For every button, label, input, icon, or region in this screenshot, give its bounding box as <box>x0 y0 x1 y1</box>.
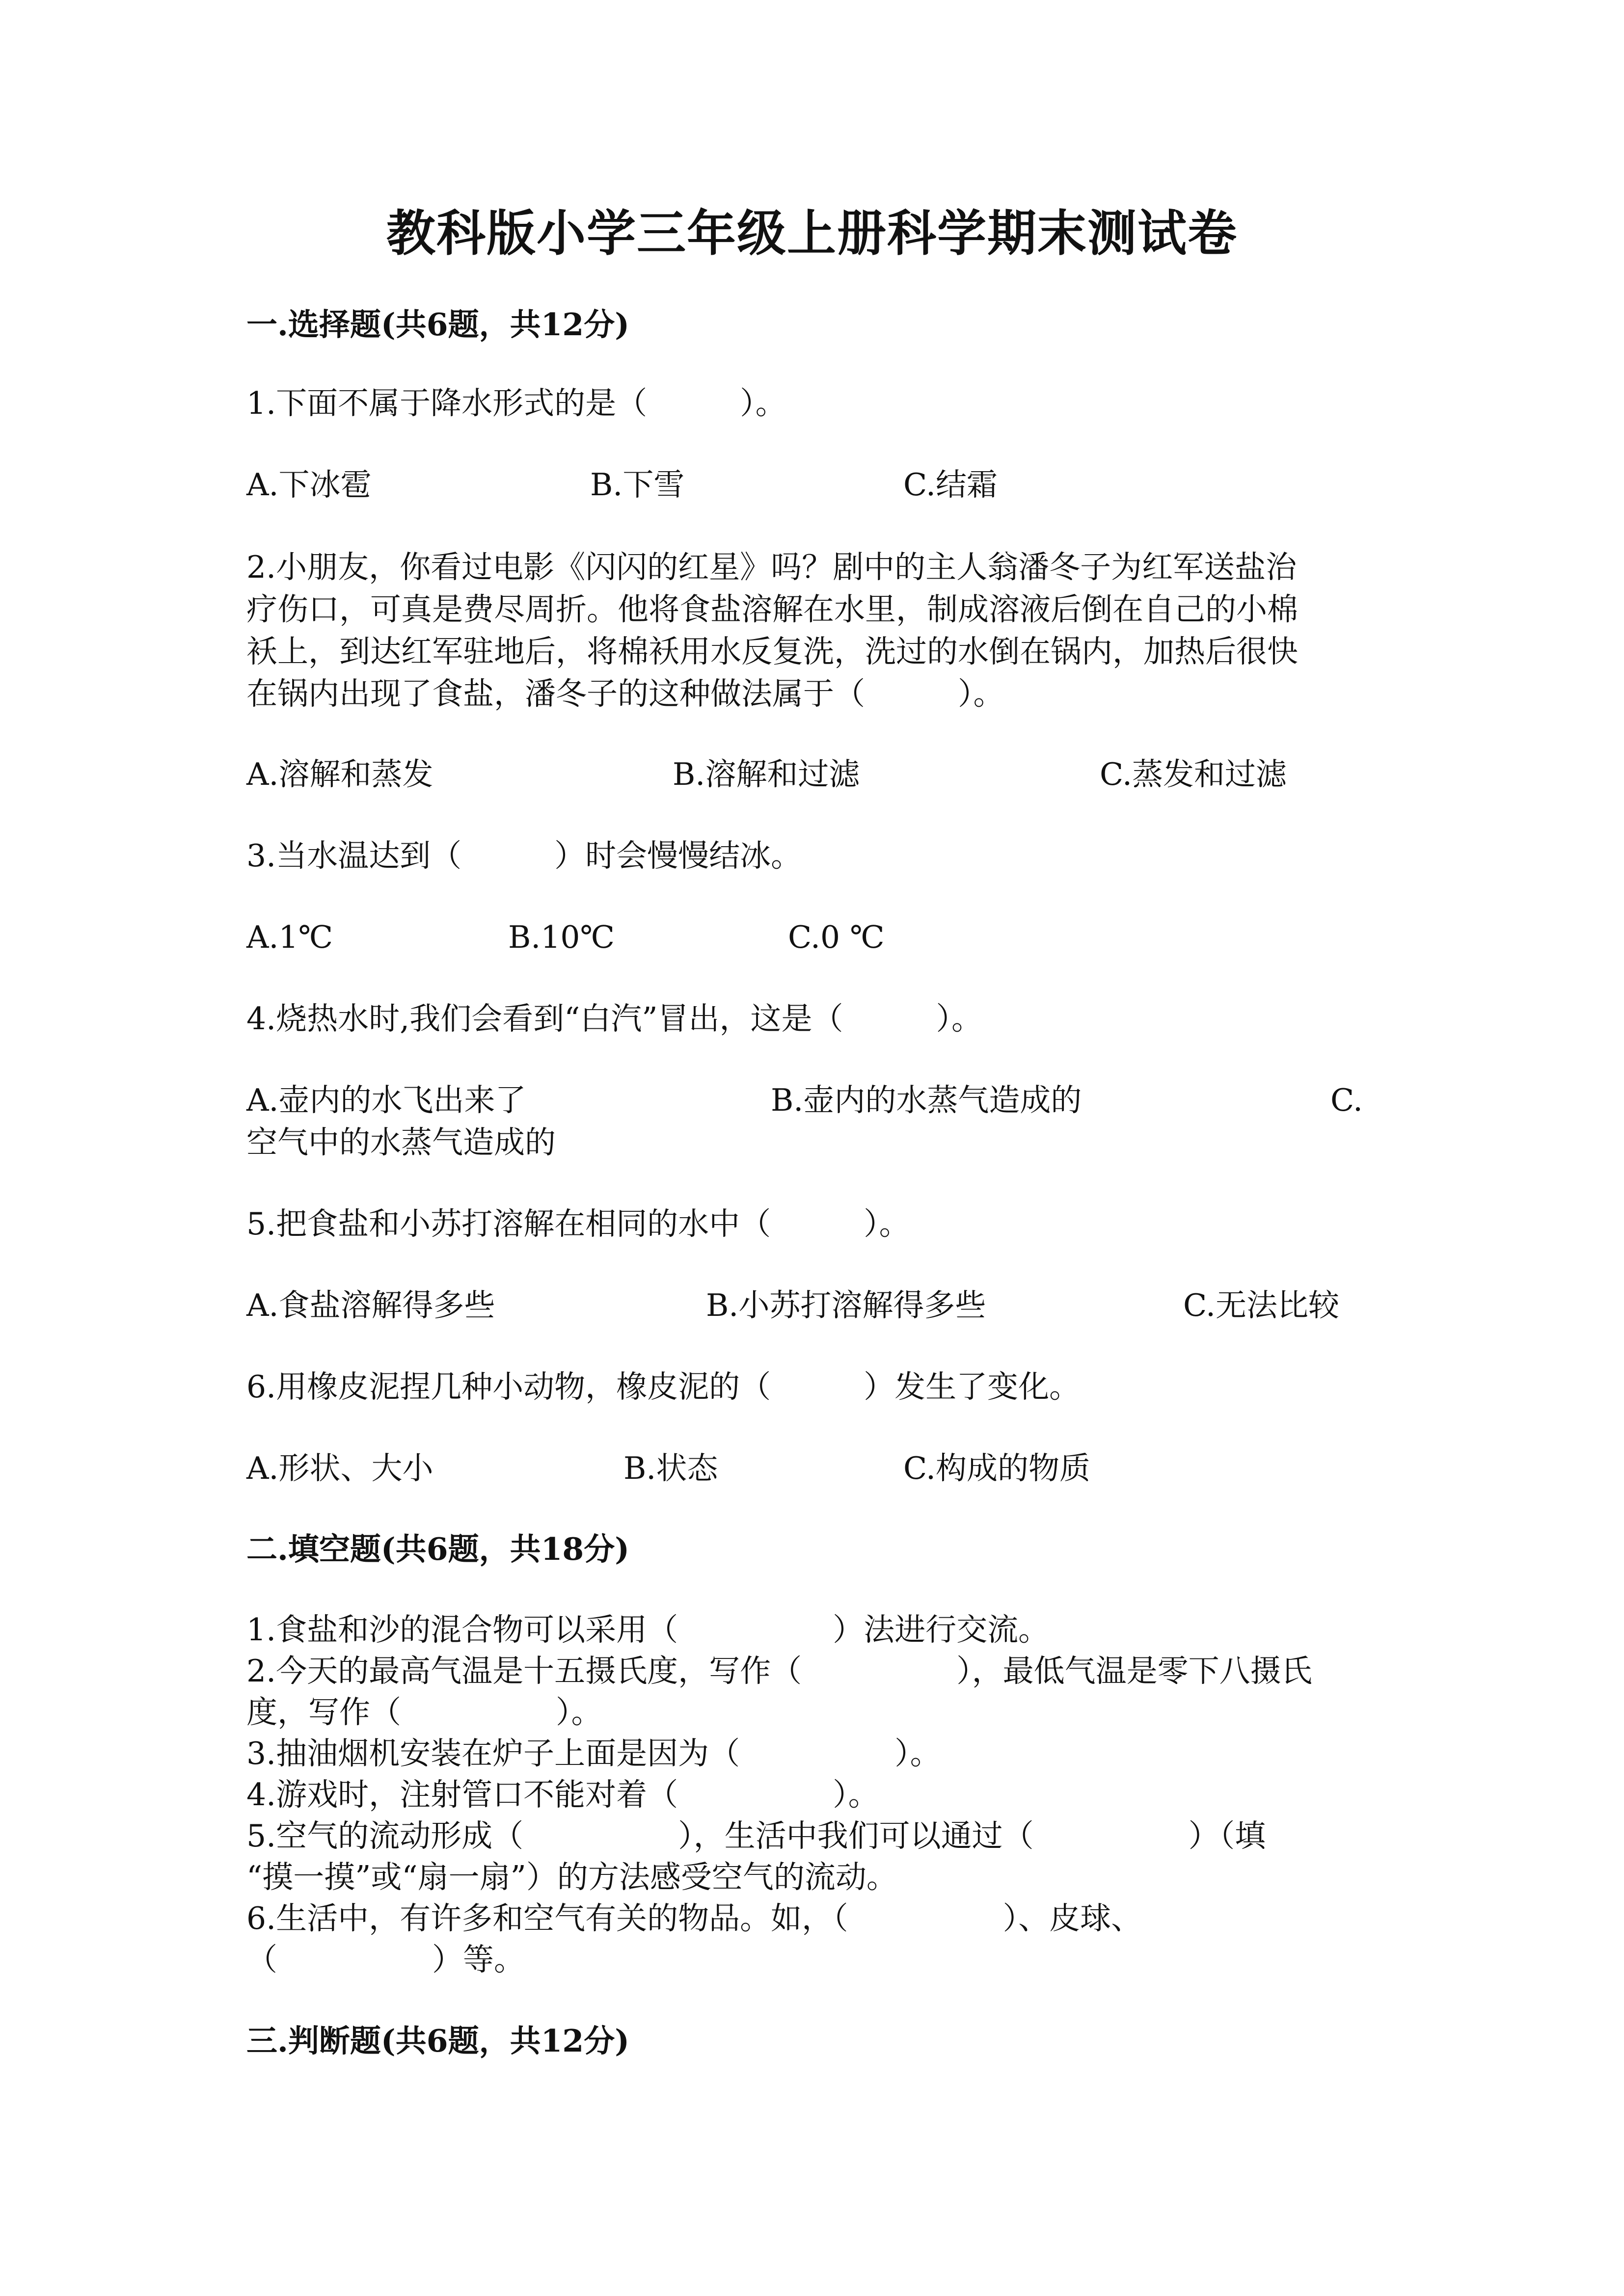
choice-q2-option-c: C.蒸发和过滤 <box>1100 756 1287 792</box>
choice-q4-stem: 4.烧热水时,我们会看到“白汽”冒出，这是（ ）。 <box>246 1001 983 1037</box>
choice-q5-option-c: C.无法比较 <box>1183 1287 1339 1323</box>
choice-q4-option-c: C. <box>1330 1082 1363 1118</box>
fill-q6-line2: （ ）等。 <box>246 1942 525 1977</box>
section-heading-judge: 三.判断题(共6题，共12分) <box>246 2023 630 2059</box>
exam-title: 教科版小学三年级上册科学期末测试卷 <box>386 204 1238 262</box>
fill-q3: 3.抽油烟机安装在炉子上面是因为（ ）。 <box>246 1735 941 1771</box>
choice-q2-option-b: B.溶解和过滤 <box>673 756 860 792</box>
choice-q2-option-a: A.溶解和蒸发 <box>246 756 433 792</box>
choice-q6-option-b: B.状态 <box>623 1450 718 1486</box>
choice-q4-option-a: A.壶内的水飞出来了 <box>246 1082 526 1118</box>
choice-q3-option-b: B.10℃ <box>508 919 615 955</box>
choice-q1-stem: 1.下面不属于降水形式的是（ ）。 <box>246 385 786 421</box>
fill-q2-line2: 度，写作（ ）。 <box>246 1694 602 1730</box>
choice-q5-option-b: B.小苏打溶解得多些 <box>706 1287 986 1323</box>
fill-q5-line2: “摸一摸”或“扇一扇”）的方法感受空气的流动。 <box>246 1859 897 1895</box>
choice-q6-stem: 6.用橡皮泥捏几种小动物，橡皮泥的（ ）发生了变化。 <box>246 1369 1081 1405</box>
choice-q5-stem: 5.把食盐和小苏打溶解在相同的水中（ ）。 <box>246 1206 910 1242</box>
fill-q5-line1: 5.空气的流动形成（ ），生活中我们可以通过（ ）（填 <box>246 1818 1266 1854</box>
choice-q5-option-a: A.食盐溶解得多些 <box>246 1287 495 1323</box>
choice-q4-option-b: B.壶内的水蒸气造成的 <box>771 1082 1082 1118</box>
choice-q1-option-b: B.下雪 <box>590 467 685 503</box>
choice-q6-option-c: C.构成的物质 <box>903 1450 1090 1486</box>
choice-q2-stem-line4: 在锅内出现了食盐，潘冬子的这种做法属于（ ）。 <box>246 676 1004 712</box>
fill-q6-line1: 6.生活中，有许多和空气有关的物品。如，（ ）、皮球、 <box>246 1900 1142 1936</box>
fill-q2-line1: 2.今天的最高气温是十五摄氏度，写作（ ），最低气温是零下八摄氏 <box>246 1653 1312 1689</box>
choice-q1-option-a: A.下冰雹 <box>246 467 372 503</box>
choice-q2-stem-line1: 2.小朋友，你看过电影《闪闪的红星》吗？剧中的主人翁潘冬子为红军送盐治 <box>246 549 1297 585</box>
fill-q4: 4.游戏时，注射管口不能对着（ ）。 <box>246 1777 879 1813</box>
choice-q3-stem: 3.当水温达到（ ）时会慢慢结冰。 <box>246 838 802 874</box>
choice-q6-option-a: A.形状、大小 <box>246 1450 433 1486</box>
choice-q2-stem-line3: 袄上，到达红军驻地后，将棉袄用水反复洗，洗过的水倒在锅内，加热后很快 <box>246 634 1298 669</box>
section-heading-choice: 一.选择题(共6题，共12分) <box>246 306 630 343</box>
choice-q3-option-c: C.0 ℃ <box>788 919 885 955</box>
section-heading-fill: 二.填空题(共6题，共18分) <box>246 1531 630 1567</box>
choice-q1-option-c: C.结霜 <box>903 467 998 503</box>
fill-q1: 1.食盐和沙的混合物可以采用（ ）法进行交流。 <box>246 1612 1050 1648</box>
choice-q3-option-a: A.1℃ <box>246 919 333 955</box>
choice-q4-option-c-text: 空气中的水蒸气造成的 <box>246 1124 556 1160</box>
choice-q2-stem-line2: 疗伤口，可真是费尽周折。他将食盐溶解在水里，制成溶液后倒在自己的小棉 <box>246 591 1298 627</box>
